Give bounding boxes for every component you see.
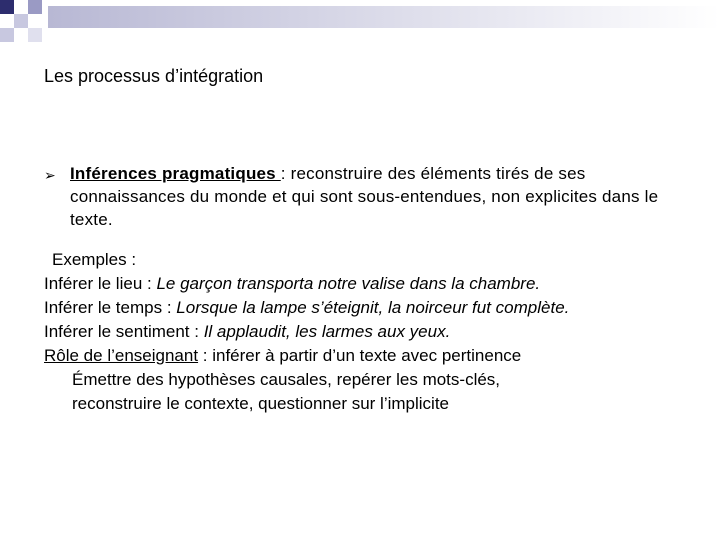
role-text: : inférer à partir d’un texte avec pertinence — [198, 346, 522, 365]
role-detail-line: reconstruire le contexte, questionner sur l’implicite — [72, 394, 450, 413]
role-label: Rôle de l’enseignant — [44, 346, 199, 365]
examples-label: Exemples : — [52, 250, 137, 269]
example-line — [44, 272, 569, 296]
example-sentence: Le garçon transporta notre valise dans la chambre. — [156, 274, 541, 293]
example-sentence: Il applaudit, les larmes aux yeux. — [203, 322, 451, 341]
arrow-bullet-icon: ➢ — [44, 167, 56, 183]
example-prefix: Inférer le lieu : — [44, 274, 157, 293]
example-line — [44, 320, 569, 344]
example-line — [44, 296, 569, 320]
bullet-description: : reconstruire des éléments tirés de ses connaissances du monde et qui sont sous-entendues, non explicites dans le texte. — [70, 164, 659, 229]
slide-title: Les processus d’intégration — [44, 66, 264, 86]
example-prefix: Inférer le temps : — [44, 298, 177, 317]
header-decoration — [0, 0, 720, 48]
bullet-text — [70, 162, 694, 231]
example-sentence: Lorsque la lampe s’éteignit, la noirceur fut complète. — [176, 298, 570, 317]
example-prefix: Inférer le sentiment : — [44, 322, 204, 341]
bullet-item — [44, 162, 694, 231]
role-line — [44, 344, 569, 368]
bullet-term: Inférences pragmatiques — [70, 164, 281, 183]
examples-block — [44, 248, 569, 416]
role-detail-line: Émettre des hypothèses causales, repérer les mots-clés, — [72, 370, 501, 389]
